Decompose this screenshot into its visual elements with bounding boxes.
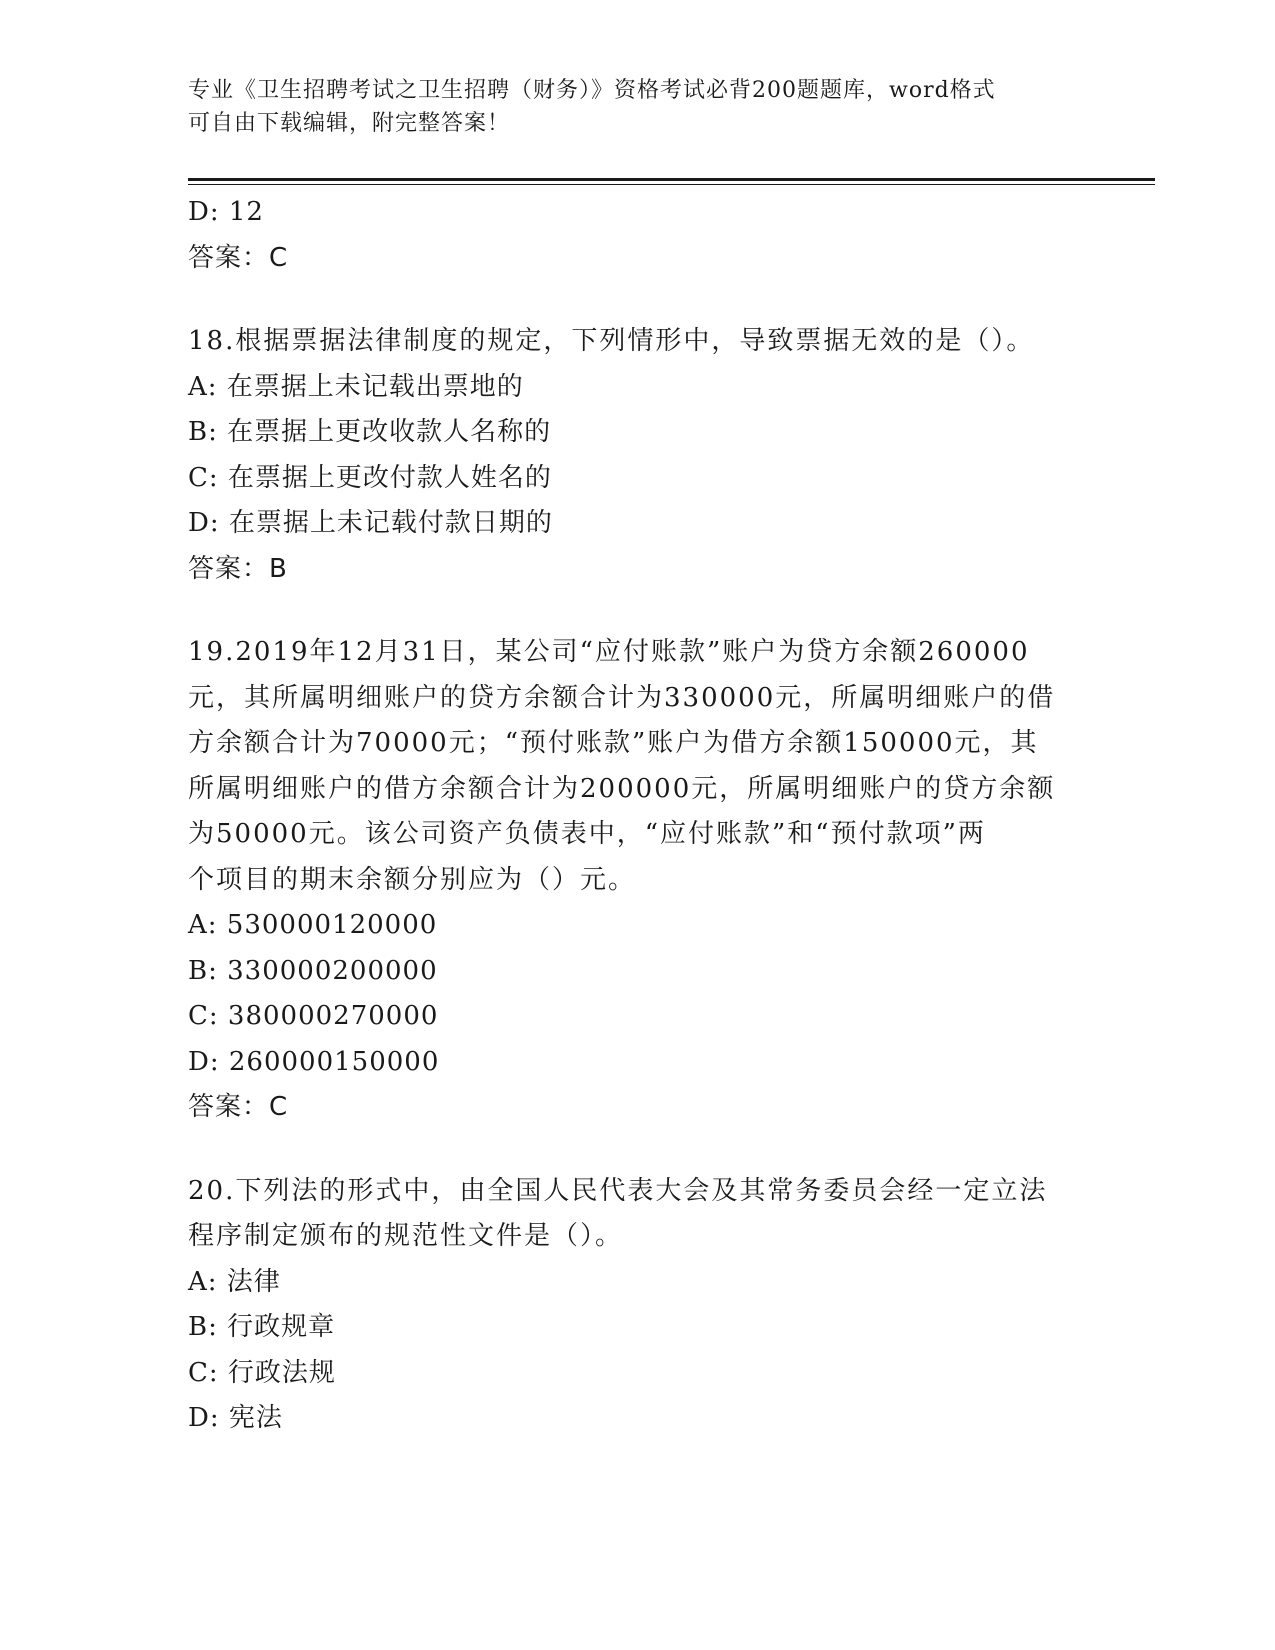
question-stem-line: 所属明细账户的借方余额合计为200000元，所属明细账户的贷方余额 [188,773,1056,804]
header-line-1: 专业《卫生招聘考试之卫生招聘（财务）》资格考试必背200题题库，word格式 [188,78,996,103]
option-d: D: 12 [188,197,264,227]
answer-line: 答案：B [188,553,288,584]
question-stem-line: 个项目的期末余额分别应为（）元。 [188,864,637,895]
header-rule-thick [188,178,1155,181]
option-c: C: 380000270000 [188,1001,439,1031]
question-19 [188,630,1083,1131]
option-a: A: 530000120000 [188,910,438,940]
question-list [188,190,1083,1442]
option-b: B: 330000200000 [188,955,438,986]
option-b: B: 行政规章 [188,1312,336,1342]
question-stem-line: 元，其所属明细账户的贷方余额合计为330000元，所属明细账户的借 [188,682,1056,713]
document-header [188,74,1068,140]
question-stem-line: 20.下列法的形式中，由全国人民代表大会及其常务委员会经一定立法 [188,1175,1048,1206]
option-d: D: 260000150000 [188,1046,440,1077]
question-20 [188,1169,1083,1442]
option-a: A: 在票据上未记载出票地的 [188,371,524,402]
option-d: D: 在票据上未记载付款日期的 [188,508,553,538]
header-line-2: 可自由下载编辑，附完整答案！ [188,111,511,136]
question-18 [188,319,1083,592]
option-d: D: 宪法 [188,1403,283,1433]
answer-line: 答案：C [188,242,289,273]
option-b: B: 在票据上更改收款人名称的 [188,417,552,447]
question-stem-line: 程序制定颁布的规范性文件是（）。 [188,1221,624,1251]
question-stem-line: 19.2019年12月31日，某公司“应付账款”账户为贷方余额260000 [188,637,1030,667]
question-stem-line: 为50000元。该公司资产负债表中，“应付账款”和“预付款项”两 [188,819,986,849]
answer-line: 答案：C [188,1092,289,1122]
option-c: C: 在票据上更改付款人姓名的 [188,462,552,493]
question-stem: 18.根据票据法律制度的规定，下列情形中，导致票据无效的是（）。 [188,326,1035,356]
option-a: A: 法律 [188,1266,281,1297]
question-17-tail [188,190,1083,281]
header-rule-thin [188,184,1155,185]
option-c: C: 行政法规 [188,1357,336,1388]
question-stem-line: 方余额合计为70000元；“预付账款”账户为借方余额150000元，其 [188,728,1039,758]
